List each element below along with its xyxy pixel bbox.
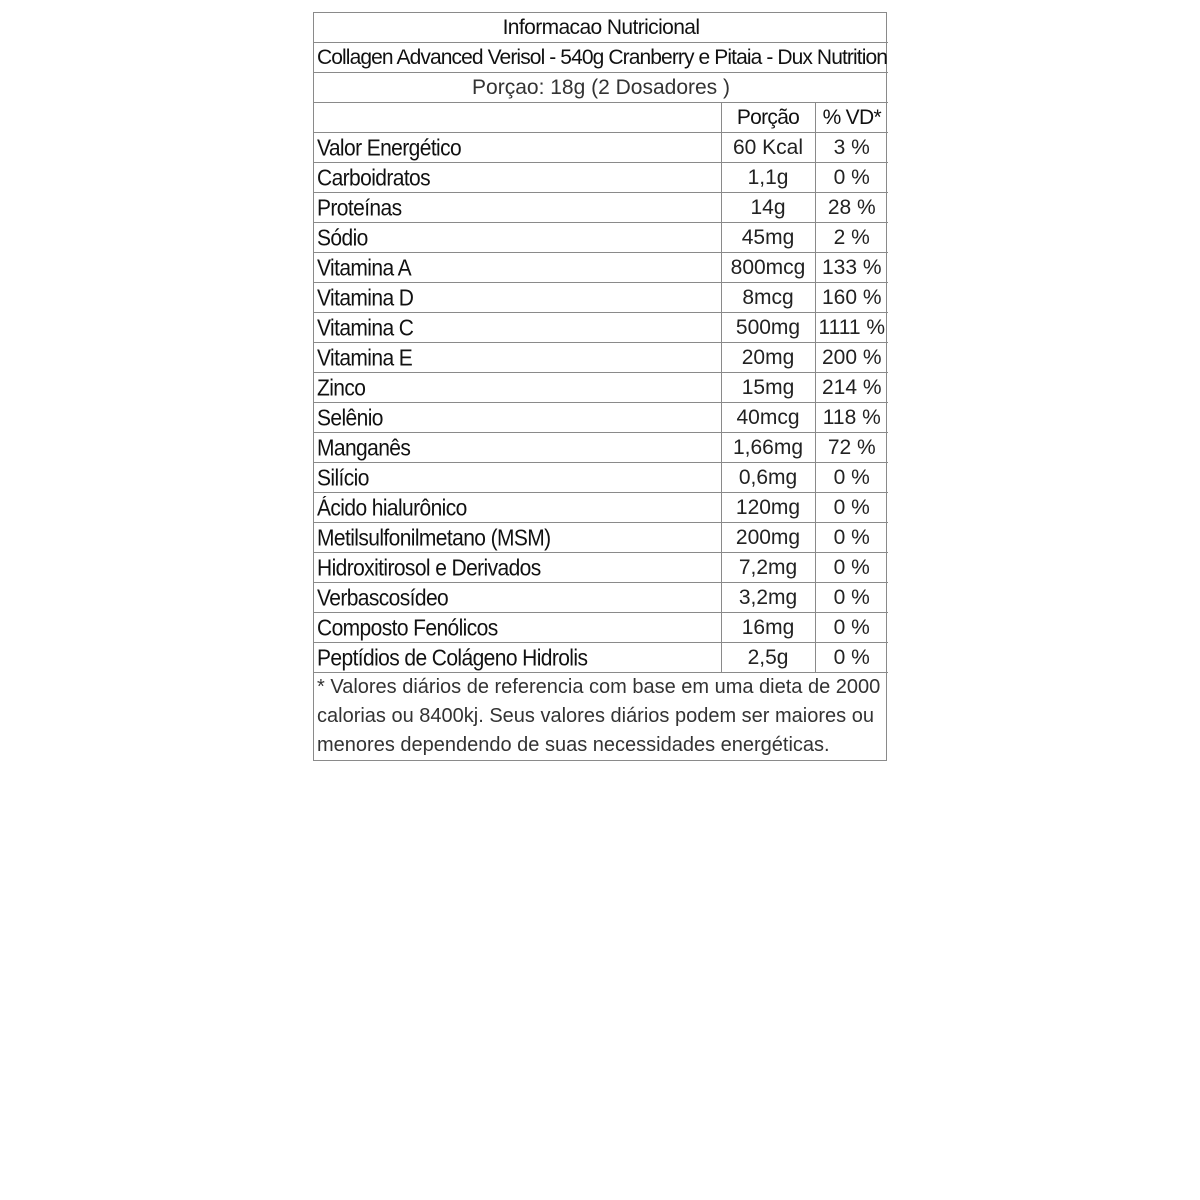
table-row <box>314 253 888 283</box>
header-blank <box>314 103 721 133</box>
table-row <box>314 283 888 313</box>
nutrient-name: Composto Fenólicos <box>314 611 721 643</box>
nutrient-quantity: 8mcg <box>721 283 815 313</box>
nutrient-daily-value: 3 % <box>815 133 888 163</box>
nutrient-quantity: 800mcg <box>721 253 815 283</box>
label-title: Informacao Nutricional <box>314 13 888 43</box>
nutrient-quantity: 0,6mg <box>721 463 815 493</box>
nutrient-daily-value: 0 % <box>815 463 888 493</box>
table-row <box>314 313 888 343</box>
product-name: Collagen Advanced Verisol - 540g Cranberry e Pitaia - Dux Nutrition <box>314 43 888 73</box>
nutrient-quantity: 200mg <box>721 523 815 553</box>
nutrient-daily-value: 0 % <box>815 523 888 553</box>
header-portion: Porção <box>721 103 815 133</box>
title-row <box>314 13 888 43</box>
nutrient-quantity: 45mg <box>721 223 815 253</box>
nutrient-daily-value: 0 % <box>815 163 888 193</box>
table-row <box>314 133 888 163</box>
nutrient-daily-value: 28 % <box>815 193 888 223</box>
table-row <box>314 433 888 463</box>
nutrient-name: Vitamina E <box>314 341 721 373</box>
nutrient-name: Zinco <box>314 371 721 403</box>
nutrient-daily-value: 0 % <box>815 643 888 673</box>
table-row <box>314 403 888 433</box>
nutrient-daily-value: 200 % <box>815 343 888 373</box>
nutrient-daily-value: 1111 % <box>815 313 888 343</box>
nutrient-daily-value: 0 % <box>815 493 888 523</box>
nutrient-quantity: 16mg <box>721 613 815 643</box>
nutrient-name: Vitamina D <box>314 281 721 313</box>
nutrient-name: Vitamina C <box>314 311 721 343</box>
table-row <box>314 193 888 223</box>
nutrient-quantity: 40mcg <box>721 403 815 433</box>
nutrient-daily-value: 0 % <box>815 583 888 613</box>
table-row <box>314 583 888 613</box>
nutrient-quantity: 7,2mg <box>721 553 815 583</box>
nutrient-daily-value: 214 % <box>815 373 888 403</box>
nutrient-daily-value: 118 % <box>815 403 888 433</box>
nutrient-quantity: 60 Kcal <box>721 133 815 163</box>
nutrient-quantity: 14g <box>721 193 815 223</box>
nutrient-name: Carboidratos <box>314 161 721 193</box>
table-row <box>314 223 888 253</box>
nutrient-quantity: 3,2mg <box>721 583 815 613</box>
nutrient-name: Ácido hialurônico <box>314 491 721 523</box>
header-row <box>314 103 888 133</box>
nutrient-daily-value: 0 % <box>815 553 888 583</box>
nutrient-quantity: 120mg <box>721 493 815 523</box>
table-row <box>314 643 888 673</box>
table-row <box>314 523 888 553</box>
footnote: * Valores diários de referencia com base em uma dieta de 2000 calorias ou 8400kj. Seus valores diários podem ser maiores ou menores dependendo de suas necessidades energéticas. <box>314 673 888 761</box>
nutrient-daily-value: 72 % <box>815 433 888 463</box>
table-row <box>314 343 888 373</box>
table-row <box>314 493 888 523</box>
nutrition-facts-label <box>313 12 887 761</box>
nutrition-table <box>314 13 888 760</box>
table-row <box>314 163 888 193</box>
serving-size: Porçao: 18g (2 Dosadores ) <box>314 73 888 103</box>
nutrient-name: Vitamina A <box>314 251 721 283</box>
table-row <box>314 613 888 643</box>
nutrient-name: Sódio <box>314 221 721 253</box>
nutrient-name: Peptídios de Colágeno Hidrolis <box>314 641 721 673</box>
nutrient-quantity: 20mg <box>721 343 815 373</box>
nutrient-quantity: 1,1g <box>721 163 815 193</box>
nutrient-name: Hidroxitirosol e Derivados <box>314 551 721 583</box>
nutrient-quantity: 1,66mg <box>721 433 815 463</box>
table-row <box>314 553 888 583</box>
nutrient-daily-value: 133 % <box>815 253 888 283</box>
nutrient-daily-value: 0 % <box>815 613 888 643</box>
serving-row <box>314 73 888 103</box>
nutrient-name: Silício <box>314 461 721 493</box>
product-row <box>314 43 888 73</box>
nutrient-name: Proteínas <box>314 191 721 223</box>
header-dv: % VD* <box>815 103 888 133</box>
nutrient-name: Selênio <box>314 401 721 433</box>
nutrient-daily-value: 160 % <box>815 283 888 313</box>
nutrient-quantity: 500mg <box>721 313 815 343</box>
footnote-row <box>314 673 888 761</box>
table-row <box>314 463 888 493</box>
nutrient-name: Verbascosídeo <box>314 581 721 613</box>
nutrient-quantity: 15mg <box>721 373 815 403</box>
nutrient-daily-value: 2 % <box>815 223 888 253</box>
nutrient-quantity: 2,5g <box>721 643 815 673</box>
nutrient-name: Manganês <box>314 431 721 463</box>
table-row <box>314 373 888 403</box>
nutrient-name: Valor Energético <box>314 131 721 163</box>
nutrient-name: Metilsulfonilmetano (MSM) <box>314 521 721 553</box>
